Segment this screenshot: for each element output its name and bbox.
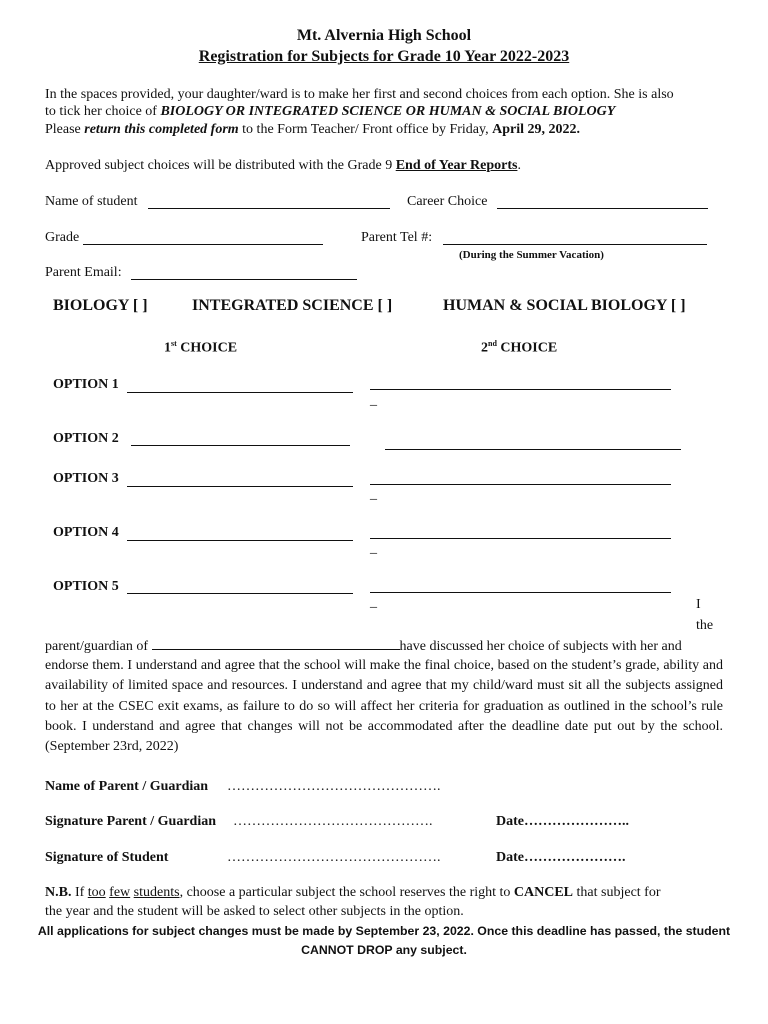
first-choice-sup: st — [171, 339, 177, 348]
option-2-first-field[interactable] — [131, 445, 350, 446]
second-choice-label: CHOICE — [496, 340, 558, 356]
science-choices-text: BIOLOGY OR INTEGRATED SCIENCE OR HUMAN & SOCIAL BIOLOGY — [160, 104, 616, 119]
option-3-dash: _ — [370, 487, 377, 502]
declaration-body: endorse them. I understand and agree that the school will make the final choice, based on the student’s grade, ability and availability of limited space and resources. I understand and agree that my child/ward must sit all the subjects assigned to her at the CSEC exit exams, as failure to do so will affect her criteria for graduation as outlined in the school’s rule book. I understand and agree that changes will not be accommodated after the deadline date put out by the school. (September 23rd, 2022) — [45, 658, 723, 755]
student-signature-label: Signature of Student — [45, 850, 169, 865]
option-1-dash: _ — [370, 393, 377, 408]
first-choice-header — [164, 339, 237, 357]
option-5-second-field[interactable] — [370, 592, 671, 593]
option-5-dash: _ — [370, 595, 377, 610]
nb-t1: If — [71, 885, 88, 900]
option-4-second-field[interactable] — [370, 538, 671, 539]
career-choice-label: Career Choice — [407, 194, 488, 209]
intro-line-1: In the spaces provided, your daughter/ward is to make her first and second choices from each option. She is also — [45, 87, 674, 102]
parent-email-label: Parent Email: — [45, 265, 122, 280]
nb-students: students — [133, 885, 180, 900]
grade-field[interactable] — [83, 244, 323, 245]
human-social-biology-checkbox[interactable]: HUMAN & SOCIAL BIOLOGY [ ] — [443, 297, 686, 314]
career-choice-field[interactable] — [497, 208, 708, 209]
nb-cancel: CANCEL — [513, 885, 574, 900]
approved-line — [45, 158, 521, 174]
nb-line-1 — [45, 885, 661, 901]
parent-signature-field[interactable]: ……………………………………. — [233, 814, 433, 829]
approved-prefix: Approved subject choices will be distributed with the Grade 9 — [45, 158, 396, 173]
deadline-date: April 29, 2022. — [492, 122, 580, 137]
option-4-first-field[interactable] — [127, 540, 353, 541]
declaration-the: the — [696, 618, 714, 633]
parent-date-field[interactable]: Date………………….. — [496, 814, 629, 829]
parent-tel-label: Parent Tel #: — [361, 230, 433, 245]
option-5-first-field[interactable] — [127, 593, 353, 594]
parent-signature-label: Signature Parent / Guardian — [45, 814, 217, 829]
intro-line-3 — [45, 122, 580, 138]
option-3-first-field[interactable] — [127, 486, 353, 487]
grade-label: Grade — [45, 230, 80, 245]
nb-few: few — [109, 885, 131, 900]
nb-t2: , choose a particular subject the school reserves the right to — [179, 885, 514, 900]
student-signature-field[interactable]: ………………………………………. — [227, 850, 441, 865]
second-choice-sup: nd — [488, 339, 497, 348]
declaration-suffix: have discussed her choice of subjects with her and — [399, 639, 682, 654]
approved-suffix: . — [517, 158, 521, 173]
integrated-science-checkbox[interactable]: INTEGRATED SCIENCE [ ] — [192, 297, 393, 314]
parent-email-field[interactable] — [131, 279, 357, 280]
option-1-label: OPTION 1 — [53, 377, 119, 392]
option-1-second-field[interactable] — [370, 389, 671, 390]
second-choice-header — [481, 339, 557, 357]
option-4-dash: _ — [370, 541, 377, 556]
first-choice-num: 1 — [164, 340, 171, 356]
summer-note: (During the Summer Vacation) — [459, 249, 604, 261]
declaration-prefix: parent/guardian of — [45, 639, 152, 654]
nb-label: N.B. — [45, 885, 72, 900]
intro-line-3-prefix: Please — [45, 122, 85, 137]
form-title: Registration for Subjects for Grade 10 Year 2022-2023 — [198, 48, 570, 65]
biology-checkbox[interactable]: BIOLOGY [ ] — [53, 297, 148, 314]
student-name-label: Name of student — [45, 194, 138, 209]
footer-line-1: All applications for subject changes must be made by September 23, 2022. Once this deadline has passed, the student — [37, 924, 731, 938]
nb-too: too — [87, 885, 106, 900]
option-2-label: OPTION 2 — [53, 431, 119, 446]
declaration-line-1 — [45, 638, 682, 655]
option-2-second-field[interactable] — [385, 449, 681, 450]
parent-tel-field[interactable] — [443, 244, 707, 245]
parent-name-field[interactable]: ………………………………………. — [227, 779, 441, 794]
declaration-i: I — [696, 597, 701, 612]
footer-line-2: CANNOT DROP any subject. — [301, 943, 467, 957]
option-5-label: OPTION 5 — [53, 579, 119, 594]
intro-line-3-mid: to the Form Teacher/ Front office by Friday, — [238, 122, 493, 137]
option-3-second-field[interactable] — [370, 484, 671, 485]
end-of-year-reports: End of Year Reports — [395, 158, 518, 173]
nb-line-2: the year and the student will be asked to select other subjects in the option. — [45, 904, 464, 919]
ward-name-field[interactable] — [152, 638, 400, 650]
second-choice-num: 2 — [481, 340, 488, 356]
option-3-label: OPTION 3 — [53, 471, 119, 486]
option-4-label: OPTION 4 — [53, 525, 119, 540]
intro-line-2 — [45, 104, 615, 120]
return-form-text: return this completed form — [84, 122, 239, 137]
nb-t3: that subject for — [573, 885, 661, 900]
intro-line-2-prefix: to tick her choice of — [45, 104, 161, 119]
student-date-field[interactable]: Date…………………. — [496, 850, 626, 865]
school-name: Mt. Alvernia High School — [296, 27, 472, 44]
first-choice-label: CHOICE — [176, 340, 238, 356]
option-1-first-field[interactable] — [127, 392, 353, 393]
student-name-field[interactable] — [148, 208, 390, 209]
parent-name-label: Name of Parent / Guardian — [45, 779, 209, 794]
